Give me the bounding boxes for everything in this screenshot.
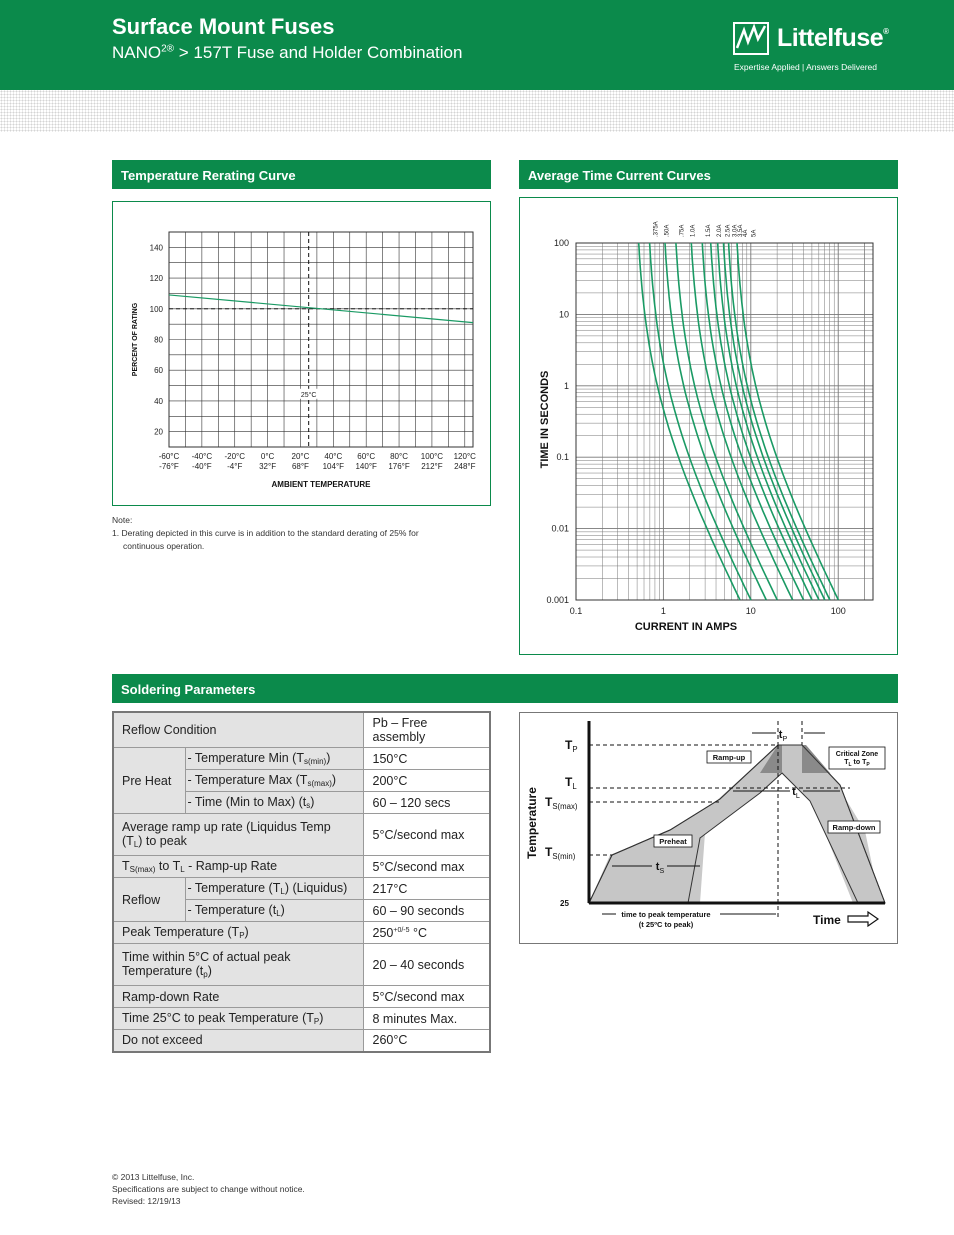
note-heading: Note: bbox=[112, 515, 133, 525]
param-label: - Temperature Max $(T_{s(max)})$ bbox=[185, 770, 363, 792]
note-item: 1. Derating depicted in this curve is in addition to the standard derating of 25% for bbox=[112, 528, 419, 538]
page-footer bbox=[112, 1171, 305, 1207]
soldering-section-title: Soldering Parameters bbox=[112, 674, 898, 703]
x-tick-label-c: 20°C bbox=[291, 452, 310, 461]
param-label: - Temperature $(t_L)$ bbox=[185, 900, 363, 922]
subtitle-sup: 2® bbox=[161, 43, 175, 55]
x-tick-label: 10 bbox=[745, 606, 756, 616]
rerating-section-title: Temperature Rerating Curve bbox=[112, 160, 491, 189]
table-row bbox=[113, 814, 490, 856]
rating-label: 2.5A bbox=[725, 224, 732, 237]
param-label: - Time (Min to Max) $(t_s)$ bbox=[185, 792, 363, 814]
x-tick-label-f: 176°F bbox=[388, 462, 410, 471]
rerating-chart bbox=[113, 202, 490, 505]
timecurrent-chart bbox=[520, 198, 897, 654]
ramp-up-label: Ramp-up bbox=[712, 753, 746, 762]
y-axis-title: PERCENT OF RATING bbox=[132, 302, 139, 377]
tsmin-label: $T_{S(min)}$ bbox=[545, 845, 576, 861]
param-value: 20 – 40 seconds bbox=[363, 944, 490, 986]
rating-label: 3.5A bbox=[738, 224, 745, 237]
rating-label: 2.0A bbox=[716, 224, 723, 237]
x-tick-label-f: -76°F bbox=[159, 462, 179, 471]
param-label: Do not exceed bbox=[113, 1030, 363, 1052]
revised-date: Revised: 12/19/13 bbox=[112, 1196, 181, 1206]
rating-label: 5A bbox=[751, 229, 758, 237]
group-label: Reflow bbox=[113, 878, 185, 922]
rating-label: 1.0A bbox=[690, 224, 697, 237]
x-tick-label-c: 60°C bbox=[357, 452, 376, 461]
x-tick-label-f: 140°F bbox=[355, 462, 377, 471]
rerating-chart-box bbox=[112, 201, 491, 506]
y-tick-label: 100 bbox=[149, 304, 163, 314]
ts-time-label: $t_S$ bbox=[655, 861, 665, 875]
soldering-table bbox=[112, 711, 491, 1053]
param-label: - Temperature $(T_L)$ (Liquidus) bbox=[185, 878, 363, 900]
copyright: © 2013 Littelfuse, Inc. bbox=[112, 1172, 195, 1182]
x-tick-label-c: 0°C bbox=[260, 452, 275, 461]
tp-label: $T_P$ bbox=[565, 738, 578, 754]
tl-time-label: $t_L$ bbox=[792, 786, 800, 800]
chart-note bbox=[112, 514, 419, 553]
param-value: 60 – 90 seconds bbox=[363, 900, 490, 922]
rating-label: .50A bbox=[664, 224, 671, 237]
x-axis-title: AMBIENT TEMPERATURE bbox=[271, 480, 371, 489]
param-label: Peak Temperature $(T_P)$ bbox=[113, 922, 363, 944]
marker-label: 25°C bbox=[300, 391, 317, 399]
y-tick-label: 0.01 bbox=[551, 523, 569, 534]
param-value: 60 – 120 secs bbox=[363, 792, 490, 814]
y-tick-label: 60 bbox=[154, 366, 163, 376]
t25-label: 25 bbox=[560, 899, 569, 908]
note-item-cont: continuous operation. bbox=[123, 541, 205, 551]
x-tick-label: 0.1 bbox=[569, 606, 583, 616]
spec-notice: Specifications are subject to change without notice. bbox=[112, 1184, 305, 1194]
param-value: 260°C bbox=[363, 1030, 490, 1052]
x-axis-title: CURRENT IN AMPS bbox=[634, 621, 738, 633]
x-tick-label-f: 104°F bbox=[322, 462, 345, 471]
tl-label: $T_L$ bbox=[565, 775, 577, 791]
page-title: Surface Mount Fuses bbox=[112, 14, 335, 39]
page-subtitle bbox=[112, 43, 462, 63]
rating-label: .375A bbox=[653, 221, 660, 237]
param-label: Average ramp up rate (Liquidus Temp $(T_L)$ to peak bbox=[113, 814, 363, 856]
littelfuse-logo bbox=[733, 20, 903, 75]
x-tick-label-c: 100°C bbox=[420, 452, 444, 461]
table-row bbox=[113, 856, 490, 878]
x-tick-label: 1 bbox=[660, 606, 666, 616]
y-tick-label: 1 bbox=[563, 380, 569, 391]
param-value: 217°C bbox=[363, 878, 490, 900]
param-value: 5°C/second max bbox=[363, 856, 490, 878]
timecurrent-chart-box bbox=[519, 197, 898, 655]
table-row bbox=[113, 1030, 490, 1052]
time-axis-label: Time bbox=[813, 913, 841, 927]
temperature-axis-label: Temperature bbox=[525, 787, 539, 859]
tsmax-label: $T_{S(max)}$ bbox=[545, 795, 578, 811]
page-header bbox=[0, 0, 954, 90]
table-row bbox=[113, 986, 490, 1008]
x-tick-label-c: -40°C bbox=[191, 452, 213, 461]
rating-label: 3.0A bbox=[732, 224, 739, 237]
table-row bbox=[113, 944, 490, 986]
param-label: Reflow Condition bbox=[113, 712, 363, 748]
table-row bbox=[113, 712, 490, 748]
y-tick-label: 40 bbox=[154, 396, 163, 406]
x-tick-label-f: -40°F bbox=[192, 462, 212, 471]
table-row bbox=[113, 1008, 490, 1030]
x-tick-label-f: 248°F bbox=[454, 462, 476, 471]
logo-text: Littelfuse bbox=[777, 24, 884, 52]
y-axis-title: TIME IN SECONDS bbox=[539, 370, 551, 469]
x-tick-label-c: -60°C bbox=[158, 452, 180, 461]
time-to-peak-sub: (t 25ºC to peak) bbox=[638, 920, 694, 929]
table-row bbox=[113, 922, 490, 944]
x-tick-label-c: 40°C bbox=[324, 452, 343, 461]
logo-reg: ® bbox=[883, 27, 889, 36]
subtitle-rest: > 157T Fuse and Holder Combination bbox=[174, 43, 463, 62]
y-tick-label: 10 bbox=[558, 309, 569, 320]
ramp-down-label: Ramp-down bbox=[832, 823, 876, 832]
param-value: 200°C bbox=[363, 770, 490, 792]
x-tick-label-f: -4°F bbox=[227, 462, 243, 471]
rating-label: .75A bbox=[679, 224, 686, 237]
rating-label: 4A bbox=[743, 229, 750, 237]
param-value: 5°C/second max bbox=[363, 986, 490, 1008]
timecurrent-section-title: Average Time Current Curves bbox=[519, 160, 898, 189]
param-label: Ramp-down Rate bbox=[113, 986, 363, 1008]
x-tick-label-f: 32°F bbox=[259, 462, 277, 471]
param-label: - Temperature Min $(T_{s(min)})$ bbox=[185, 748, 363, 770]
subtitle-prefix: NANO bbox=[112, 43, 162, 62]
param-value: Pb – Free assembly bbox=[363, 712, 490, 748]
reflow-profile-box bbox=[519, 712, 898, 944]
preheat-label: Preheat bbox=[659, 837, 687, 846]
x-tick-label-c: -20°C bbox=[224, 452, 246, 461]
y-tick-label: 100 bbox=[553, 238, 569, 248]
y-tick-label: 120 bbox=[149, 274, 163, 284]
x-tick-label-c: 80°C bbox=[390, 452, 408, 461]
param-label: Time within 5°C of actual peak Temperature $(t_p)$ bbox=[113, 944, 363, 986]
x-tick-label-f: 212°F bbox=[421, 462, 443, 471]
group-label: Pre Heat bbox=[113, 748, 185, 814]
reflow-profile-diagram bbox=[520, 713, 897, 943]
logo-mark-icon bbox=[733, 22, 771, 56]
x-tick-label-c: 120°C bbox=[453, 452, 476, 461]
critical-zone-title: Critical Zone bbox=[835, 751, 879, 758]
tc-curve bbox=[650, 243, 751, 600]
table-row bbox=[113, 878, 490, 900]
logo-tagline: Expertise Applied | Answers Delivered bbox=[734, 62, 878, 72]
param-value: 150°C bbox=[363, 748, 490, 770]
y-tick-label: 80 bbox=[154, 335, 163, 345]
y-tick-label: 140 bbox=[149, 243, 163, 253]
time-arrow-icon bbox=[848, 912, 878, 926]
y-tick-label: 0.001 bbox=[546, 595, 569, 605]
param-value: $250^{+0/-5}$ °C bbox=[363, 922, 490, 944]
critical-zone-range: $T_L$ to $T_P$ bbox=[844, 759, 870, 768]
param-label: Time 25°C to peak Temperature $(T_P)$ bbox=[113, 1008, 363, 1030]
param-label: $T_{S(max)}$ to $T_L$ - Ramp-up Rate bbox=[113, 856, 363, 878]
param-value: 5°C/second max bbox=[363, 814, 490, 856]
dot-pattern-band bbox=[0, 90, 954, 132]
x-tick-label-f: 68°F bbox=[291, 462, 309, 471]
x-tick-label: 100 bbox=[830, 606, 846, 616]
rating-label: 1.5A bbox=[705, 224, 712, 237]
tp-time-label: $t_P$ bbox=[778, 729, 788, 743]
y-tick-label: 0.1 bbox=[556, 452, 569, 463]
y-tick-label: 20 bbox=[154, 427, 163, 437]
time-to-peak-label: time to peak temperature bbox=[621, 910, 711, 919]
param-value: 8 minutes Max. bbox=[363, 1008, 490, 1030]
table-row bbox=[113, 748, 490, 770]
logo-word bbox=[777, 24, 889, 53]
